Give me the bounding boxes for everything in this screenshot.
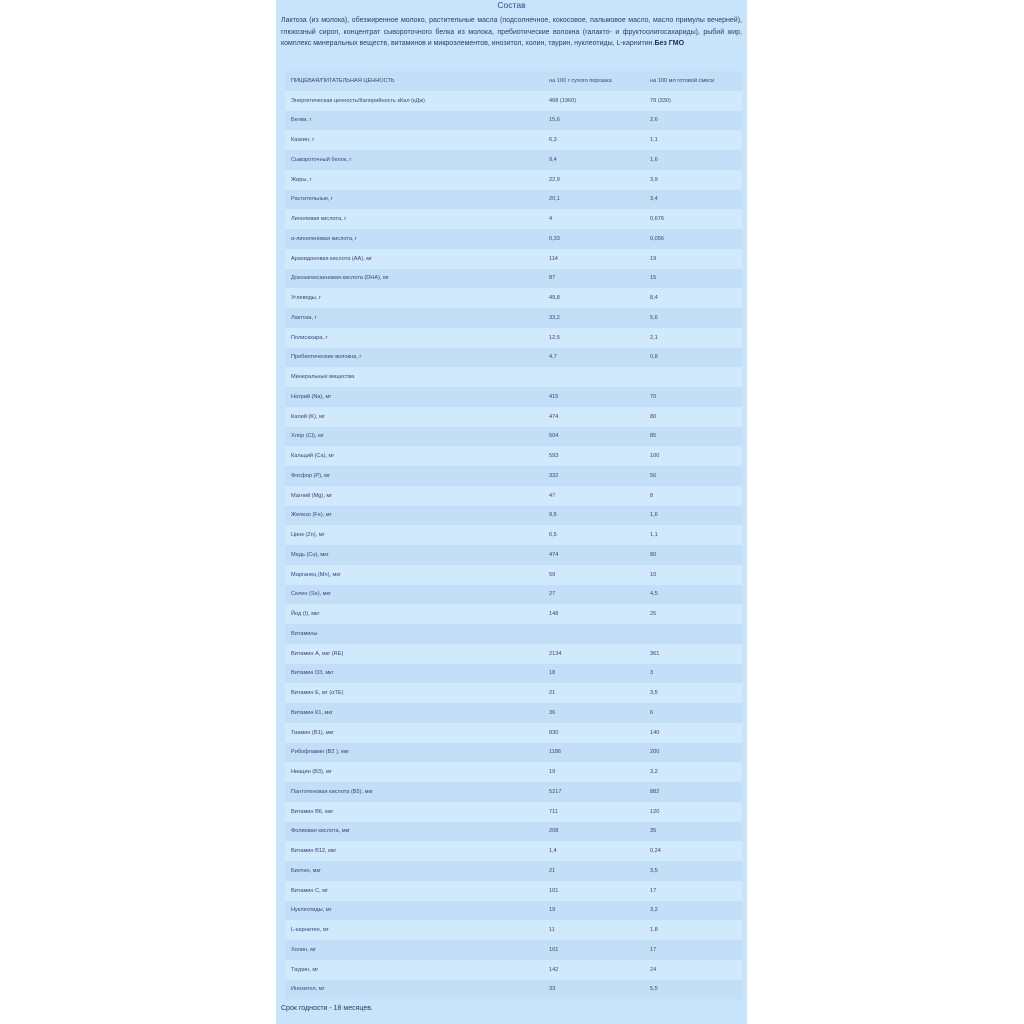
cell-nutrient: Энергетическая ценность/Калорийность кКал (кДж) bbox=[285, 91, 543, 111]
composition-paragraph bbox=[281, 15, 742, 50]
cell-nutrient: Лактоза, г bbox=[285, 308, 543, 328]
cell-per-100g: 4,7 bbox=[543, 348, 644, 368]
cell-nutrient: Фосфор (P), мг bbox=[285, 466, 543, 486]
table-row bbox=[285, 150, 742, 170]
cell-per-100ml bbox=[644, 367, 742, 387]
table-row bbox=[285, 743, 742, 763]
cell-nutrient: Витамин К1, мкг bbox=[285, 703, 543, 723]
table-row bbox=[285, 703, 742, 723]
table-row bbox=[285, 288, 742, 308]
cell-nutrient: L-карнитин, мг bbox=[285, 920, 543, 940]
cell-per-100g: 468 (1960) bbox=[543, 91, 644, 111]
table-row bbox=[285, 604, 742, 624]
cell-per-100g: 20,1 bbox=[543, 190, 644, 210]
cell-per-100g: 114 bbox=[543, 249, 644, 269]
table-row bbox=[285, 348, 742, 368]
table-row bbox=[285, 486, 742, 506]
cell-per-100g: 47 bbox=[543, 486, 644, 506]
cell-per-100ml: 17 bbox=[644, 881, 742, 901]
cell-per-100g: 1186 bbox=[543, 743, 644, 763]
cell-per-100g: 415 bbox=[543, 387, 644, 407]
cell-nutrient: Калий (K), мг bbox=[285, 407, 543, 427]
cell-per-100ml: 3,5 bbox=[644, 683, 742, 703]
table-row bbox=[285, 624, 742, 644]
cell-nutrient: Тиамин (В1), мкг bbox=[285, 723, 543, 743]
table-row bbox=[285, 229, 742, 249]
cell-per-100ml: 5,6 bbox=[644, 308, 742, 328]
cell-per-100g: 101 bbox=[543, 881, 644, 901]
cell-per-100ml: 10 bbox=[644, 565, 742, 585]
shelf-life-note: Срок годности - 18 месяцев. bbox=[281, 1005, 373, 1012]
cell-nutrient: Натрий (Na), мг bbox=[285, 387, 543, 407]
cell-per-100ml: 0,24 bbox=[644, 841, 742, 861]
cell-per-100g: 5217 bbox=[543, 782, 644, 802]
table-row bbox=[285, 960, 742, 980]
cell-per-100g: 142 bbox=[543, 960, 644, 980]
table-row bbox=[285, 565, 742, 585]
cell-per-100ml: 2,6 bbox=[644, 111, 742, 131]
cell-nutrient: Витамин С, мг bbox=[285, 881, 543, 901]
cell-nutrient: Марганец (Mn), мкг bbox=[285, 565, 543, 585]
cell-per-100ml: 80 bbox=[644, 407, 742, 427]
cell-per-100g: 9,4 bbox=[543, 150, 644, 170]
cell-nutrient: Арахидоновая кислота (АА), мг bbox=[285, 249, 543, 269]
table-row bbox=[285, 209, 742, 229]
cell-nutrient: Пантотеновая кислота (В5), мкг bbox=[285, 782, 543, 802]
table-row bbox=[285, 841, 742, 861]
cell-nutrient: Хлор (Cl), мг bbox=[285, 427, 543, 447]
cell-nutrient: Нуклеотиды, мг bbox=[285, 901, 543, 921]
cell-per-100g: 830 bbox=[543, 723, 644, 743]
cell-per-100ml: 140 bbox=[644, 723, 742, 743]
cell-per-100ml: 8 bbox=[644, 486, 742, 506]
cell-per-100g: 19 bbox=[543, 901, 644, 921]
cell-nutrient: Магний (Mg), мг bbox=[285, 486, 543, 506]
cell-per-100g: 474 bbox=[543, 545, 644, 565]
cell-per-100ml: 8,4 bbox=[644, 288, 742, 308]
table-row bbox=[285, 881, 742, 901]
cell-per-100g: 101 bbox=[543, 940, 644, 960]
cell-nutrient: Йод (I), мкг bbox=[285, 604, 543, 624]
cell-per-100g: 15,6 bbox=[543, 111, 644, 131]
cell-nutrient: Витамин D3, мкг bbox=[285, 664, 543, 684]
cell-per-100g: 711 bbox=[543, 802, 644, 822]
table-row bbox=[285, 367, 742, 387]
cell-nutrient: Минеральные вещества bbox=[285, 367, 543, 387]
cell-nutrient: Витамин В12, мкг bbox=[285, 841, 543, 861]
table-row bbox=[285, 822, 742, 842]
cell-nutrient: Инозитол, мг bbox=[285, 980, 543, 1000]
cell-nutrient: Пребиотические волокна, г bbox=[285, 348, 543, 368]
cell-per-100g bbox=[543, 624, 644, 644]
table-row bbox=[285, 664, 742, 684]
cell-nutrient: Витамин Е, мг (αTE) bbox=[285, 683, 543, 703]
cell-per-100g: 148 bbox=[543, 604, 644, 624]
cell-per-100ml: 361 bbox=[644, 644, 742, 664]
header-per-100g: на 100 г сухого порошка bbox=[543, 71, 644, 91]
table-row bbox=[285, 585, 742, 605]
table-row bbox=[285, 111, 742, 131]
cell-per-100g: 6,3 bbox=[543, 130, 644, 150]
table-row bbox=[285, 861, 742, 881]
cell-nutrient: Казеин, г bbox=[285, 130, 543, 150]
table-row bbox=[285, 920, 742, 940]
cell-per-100g: 36 bbox=[543, 703, 644, 723]
header-per-100ml: на 100 мл готовой смеси bbox=[644, 71, 742, 91]
cell-nutrient: Жиры, г bbox=[285, 170, 543, 190]
table-row bbox=[285, 269, 742, 289]
cell-per-100ml: 882 bbox=[644, 782, 742, 802]
cell-per-100g: 21 bbox=[543, 683, 644, 703]
cell-per-100ml: 1,8 bbox=[644, 920, 742, 940]
cell-nutrient: Полисахара, г bbox=[285, 328, 543, 348]
cell-per-100ml: 1,1 bbox=[644, 525, 742, 545]
header-nutrient: ПИЩЕВАЯ/ПИТАТЕЛЬНАЯ ЦЕННОСТЬ bbox=[285, 71, 543, 91]
cell-per-100g: 332 bbox=[543, 466, 644, 486]
cell-per-100g: 12,5 bbox=[543, 328, 644, 348]
cell-per-100ml: 200 bbox=[644, 743, 742, 763]
cell-per-100g: 4 bbox=[543, 209, 644, 229]
cell-per-100g: 21 bbox=[543, 861, 644, 881]
cell-per-100ml: 3,9 bbox=[644, 170, 742, 190]
table-row bbox=[285, 980, 742, 1000]
cell-nutrient: Витамин А, мкг (RE) bbox=[285, 644, 543, 664]
cell-nutrient: α-линоленовая кислота, г bbox=[285, 229, 543, 249]
cell-nutrient: Фолиевая кислота, мкг bbox=[285, 822, 543, 842]
cell-per-100g bbox=[543, 367, 644, 387]
table-row bbox=[285, 940, 742, 960]
cell-per-100ml: 3,2 bbox=[644, 901, 742, 921]
cell-nutrient: Белки, г bbox=[285, 111, 543, 131]
cell-per-100ml: 3,5 bbox=[644, 861, 742, 881]
table-row bbox=[285, 328, 742, 348]
cell-per-100g: 504 bbox=[543, 427, 644, 447]
table-row bbox=[285, 901, 742, 921]
cell-per-100ml: 80 bbox=[644, 545, 742, 565]
cell-per-100g: 59 bbox=[543, 565, 644, 585]
table-row bbox=[285, 683, 742, 703]
cell-per-100ml: 3,4 bbox=[644, 190, 742, 210]
table-row bbox=[285, 802, 742, 822]
cell-per-100g: 2134 bbox=[543, 644, 644, 664]
cell-per-100g: 0,33 bbox=[543, 229, 644, 249]
cell-per-100g: 1,4 bbox=[543, 841, 644, 861]
cell-per-100ml: 19 bbox=[644, 249, 742, 269]
cell-nutrient: Докозагексаеновая кислота (DHA), мг bbox=[285, 269, 543, 289]
cell-nutrient: Биотин, мкг bbox=[285, 861, 543, 881]
table-row bbox=[285, 130, 742, 150]
cell-per-100ml bbox=[644, 624, 742, 644]
cell-per-100ml: 79 (330) bbox=[644, 91, 742, 111]
cell-per-100ml: 2,1 bbox=[644, 328, 742, 348]
cell-per-100ml: 1,6 bbox=[644, 506, 742, 526]
cell-per-100ml: 6 bbox=[644, 703, 742, 723]
cell-nutrient: Линолевая кислота, г bbox=[285, 209, 543, 229]
cell-per-100ml: 0,8 bbox=[644, 348, 742, 368]
cell-per-100g: 27 bbox=[543, 585, 644, 605]
cell-nutrient: Растительные, г bbox=[285, 190, 543, 210]
cell-per-100ml: 5,5 bbox=[644, 980, 742, 1000]
table-row bbox=[285, 249, 742, 269]
cell-nutrient: Цинк (Zn), мг bbox=[285, 525, 543, 545]
cell-per-100g: 49,8 bbox=[543, 288, 644, 308]
cell-per-100g: 474 bbox=[543, 407, 644, 427]
cell-per-100ml: 100 bbox=[644, 446, 742, 466]
cell-nutrient: Ниацин (В3), мг bbox=[285, 762, 543, 782]
cell-per-100ml: 56 bbox=[644, 466, 742, 486]
cell-per-100ml: 24 bbox=[644, 960, 742, 980]
table-row bbox=[285, 782, 742, 802]
gmo-label: Без ГМО bbox=[654, 40, 685, 48]
section-title: Состав bbox=[497, 0, 526, 10]
composition-text: Лактоза (из молока), обезжиренное молоко, растительные масла (подсолнечное, кокосовое, пальмовое масло, масло примулы вечерней), глюкозный сироп, концентрат сывороточного белка из молока, пребиотические волокна (галакто- и фруктоолигосахариды), рыбий жир, комплекс минеральных веществ, витаминов и микроэлементов, инозитол, холин, таурин, нуклеотиды, L-карнитин. bbox=[281, 17, 742, 48]
table-row bbox=[285, 466, 742, 486]
cell-per-100ml: 15 bbox=[644, 269, 742, 289]
cell-nutrient: Кальций (Ca), мг bbox=[285, 446, 543, 466]
cell-per-100g: 9,5 bbox=[543, 506, 644, 526]
cell-per-100ml: 3 bbox=[644, 664, 742, 684]
table-row bbox=[285, 506, 742, 526]
cell-nutrient: Углеводы, г bbox=[285, 288, 543, 308]
cell-per-100ml: 17 bbox=[644, 940, 742, 960]
table-row bbox=[285, 91, 742, 111]
cell-per-100g: 87 bbox=[543, 269, 644, 289]
cell-per-100ml: 1,1 bbox=[644, 130, 742, 150]
cell-per-100ml: 35 bbox=[644, 822, 742, 842]
table-row bbox=[285, 762, 742, 782]
cell-per-100ml: 85 bbox=[644, 427, 742, 447]
table-row bbox=[285, 190, 742, 210]
table-row bbox=[285, 308, 742, 328]
table-row bbox=[285, 545, 742, 565]
cell-per-100ml: 1,6 bbox=[644, 150, 742, 170]
cell-nutrient: Железо (Fe), мг bbox=[285, 506, 543, 526]
cell-nutrient: Селен (Se), мкг bbox=[285, 585, 543, 605]
cell-per-100ml: 25 bbox=[644, 604, 742, 624]
cell-nutrient: Витамин В6, мкг bbox=[285, 802, 543, 822]
cell-nutrient: Рибофлавин (В2 ), мкг bbox=[285, 743, 543, 763]
cell-per-100g: 18 bbox=[543, 664, 644, 684]
table-header-row bbox=[285, 71, 742, 91]
table-row bbox=[285, 387, 742, 407]
cell-nutrient: Витамины bbox=[285, 624, 543, 644]
cell-per-100g: 22,9 bbox=[543, 170, 644, 190]
table-row bbox=[285, 525, 742, 545]
cell-per-100ml: 3,2 bbox=[644, 762, 742, 782]
cell-per-100ml: 120 bbox=[644, 802, 742, 822]
cell-per-100g: 33 bbox=[543, 980, 644, 1000]
cell-per-100ml: 0,676 bbox=[644, 209, 742, 229]
cell-per-100g: 33,2 bbox=[543, 308, 644, 328]
cell-per-100g: 6,5 bbox=[543, 525, 644, 545]
table-row bbox=[285, 723, 742, 743]
cell-per-100g: 593 bbox=[543, 446, 644, 466]
nutrition-table-body bbox=[285, 71, 742, 999]
table-row bbox=[285, 644, 742, 664]
cell-nutrient: Сывороточный белок, г bbox=[285, 150, 543, 170]
cell-nutrient: Медь (Cu), мкг bbox=[285, 545, 543, 565]
cell-per-100ml: 4,5 bbox=[644, 585, 742, 605]
nutrition-table bbox=[285, 71, 742, 999]
cell-per-100g: 208 bbox=[543, 822, 644, 842]
cell-per-100g: 11 bbox=[543, 920, 644, 940]
table-row bbox=[285, 446, 742, 466]
cell-nutrient: Таурин, мг bbox=[285, 960, 543, 980]
cell-per-100g: 19 bbox=[543, 762, 644, 782]
cell-nutrient: Холин, мг bbox=[285, 940, 543, 960]
table-row bbox=[285, 170, 742, 190]
product-info-panel bbox=[276, 0, 747, 1024]
table-row bbox=[285, 427, 742, 447]
cell-per-100ml: 70 bbox=[644, 387, 742, 407]
cell-per-100ml: 0,056 bbox=[644, 229, 742, 249]
table-row bbox=[285, 407, 742, 427]
